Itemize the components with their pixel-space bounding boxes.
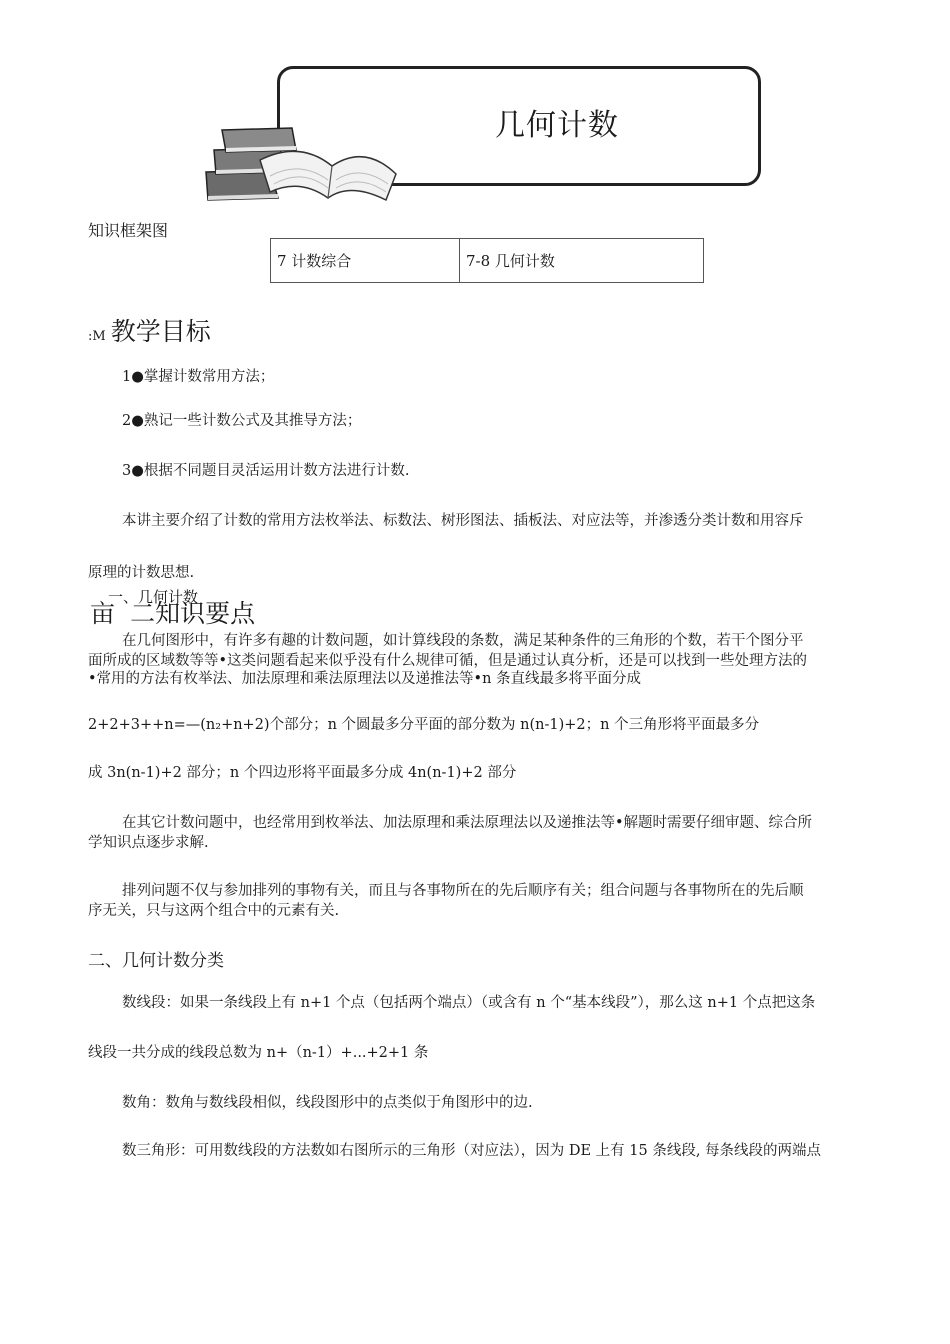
paragraph-line: 数线段：如果一条线段上有 n+1 个点（包括两个端点）（或含有 n 个“基本线段”），那么这 n+1 个点把这条 <box>122 995 816 1011</box>
table-cell: 7 计数综合 <box>271 239 460 283</box>
paragraph-line: 排列问题不仅与参加排列的事物有关，而且与各事物所在的先后顺序有关；组合问题与各事物所在的先后顺 <box>122 883 804 899</box>
summary-line: 原理的计数思想. <box>88 565 195 581</box>
goal-item: 3●根据不同题目灵活运用计数方法进行计数. <box>122 463 410 479</box>
page-title: 几何计数 <box>495 108 619 143</box>
framework-label: 知识框架图 <box>88 221 169 240</box>
knowledge-heading <box>90 594 255 630</box>
formula-line: 2+2+3++n=—(n₂+n+2)个部分；n 个圆最多分平面的部分数为 n(n-1)+2；n 个三角形将平面最多分 <box>88 717 760 733</box>
knowledge-heading-title: 二知识要点 <box>130 599 256 628</box>
goal-item: 2●熟记一些计数公式及其推导方法； <box>122 413 362 429</box>
formula-line: 成 3n(n-1)+2 部分；n 个四边形将平面最多分成 4n(n-1)+2 部分 <box>88 765 517 781</box>
books-illustration <box>200 122 410 202</box>
framework-table <box>270 238 704 283</box>
paragraph-line: •常用的方法有枚举法、加法原理和乘法原理法以及递推法等•n 条直线最多将平面分成 <box>88 671 642 687</box>
paragraph-line: 数三角形：可用数线段的方法数如右图所示的三角形（对应法），因为 DE 上有 15 条线段, 每条线段的两端点 <box>122 1143 822 1159</box>
paragraph-line: 在其它计数问题中，也经常用到枚举法、加法原理和乘法原理法以及递推法等•解题时需要仔细审题、综合所 <box>122 815 813 831</box>
paragraph-line: 在几何图形中，有许多有趣的计数问题，如计算线段的条数，满足某种条件的三角形的个数，若干个图分平 <box>122 633 804 649</box>
classification-heading: 二、几何计数分类 <box>88 951 224 971</box>
knowledge-heading-prefix: 亩 <box>90 599 116 628</box>
table-row <box>271 239 704 283</box>
paragraph-line: 序无关，只与这两个组合中的元素有关. <box>88 903 340 919</box>
paragraph-line: 面所成的区域数等等•这类问题看起来似乎没有什么规律可循，但是通过认真分析，还是可以找到一些处理方法的 <box>88 653 808 669</box>
goal-item: 1●掌握计数常用方法； <box>122 369 275 385</box>
goals-heading-prefix: :M <box>88 329 106 344</box>
overlap-subheading: 一、几何计数 <box>108 588 199 606</box>
paragraph-line: 学知识点逐步求解. <box>88 835 209 851</box>
table-cell: 7-8 几何计数 <box>460 239 704 283</box>
paragraph-line: 线段一共分成的线段总数为 n+（n-1）+...+2+1 条 <box>88 1045 429 1061</box>
goals-heading <box>88 312 211 348</box>
summary-line: 本讲主要介绍了计数的常用方法枚举法、标数法、树形图法、插板法、对应法等，并渗透分类计数和用容斥 <box>122 513 804 529</box>
goals-heading-title: 教学目标 <box>110 317 211 346</box>
paragraph-line: 数角：数角与数线段相似，线段图形中的点类似于角图形中的边. <box>122 1095 533 1111</box>
